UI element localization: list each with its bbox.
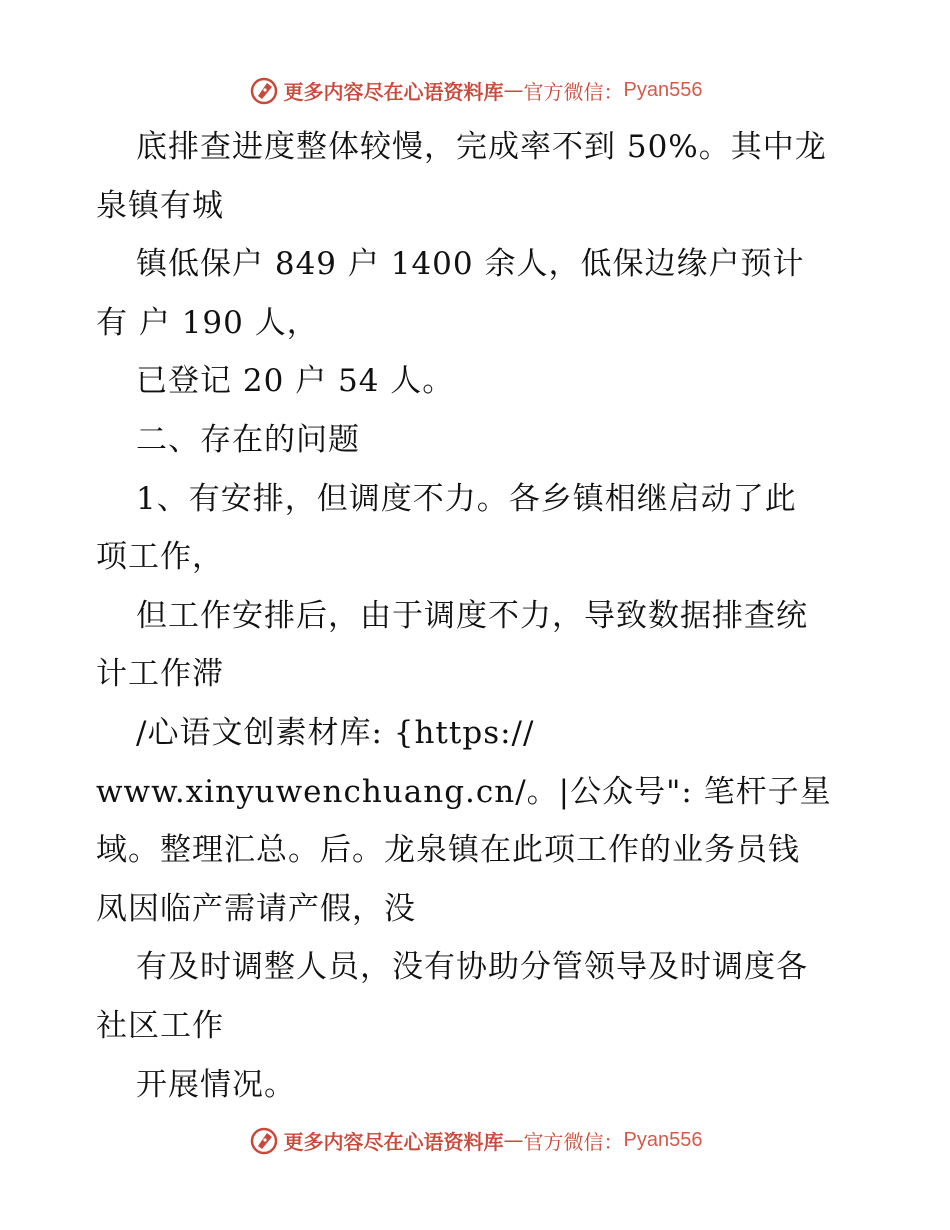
banner-text: 更多内容尽在心语资料库 bbox=[283, 79, 504, 104]
text-line: 域。整理汇总。后。龙泉镇在此项工作的业务员钱 bbox=[96, 832, 800, 869]
banner-separator: — bbox=[503, 78, 524, 102]
text-line: 泉镇有城 bbox=[96, 187, 224, 224]
text-line: www.xinyuwenchuang.cn/。|公众号": 笔杆子星 bbox=[96, 773, 832, 810]
banner-wechat-label: 官方微信： bbox=[523, 1129, 624, 1154]
text-line: 开展情况。 bbox=[136, 1066, 296, 1103]
text-line: 但工作安排后，由于调度不力，导致数据排查统 bbox=[136, 597, 808, 634]
banner-wechat-id: Pyan556 bbox=[623, 1128, 703, 1151]
text-line: 项工作， bbox=[96, 539, 224, 576]
banner-wechat-label: 官方微信： bbox=[523, 79, 624, 104]
pen-nib-logo-icon bbox=[248, 1124, 280, 1156]
banner-separator: — bbox=[503, 1128, 524, 1152]
text-line: 二、存在的问题 bbox=[136, 421, 360, 458]
header-banner bbox=[0, 70, 950, 110]
text-line: 社区工作 bbox=[96, 1007, 224, 1044]
footer-banner bbox=[0, 1120, 950, 1160]
pen-nib-logo-icon bbox=[248, 74, 280, 106]
document-body bbox=[96, 118, 856, 1114]
text-line: 有 户 190 人， bbox=[96, 304, 319, 341]
text-line: 已登记 20 户 54 人。 bbox=[136, 363, 455, 400]
text-line: 底排查进度整体较慢，完成率不到 50%。其中龙 bbox=[136, 129, 827, 165]
text-line: /心语文创素材库: {https:// bbox=[136, 714, 535, 751]
text-line: 有及时调整人员，没有协助分管领导及时调度各 bbox=[136, 949, 808, 986]
text-line: 凤因临产需请产假，没 bbox=[96, 890, 416, 927]
text-line: 1、有安排，但调度不力。各乡镇相继启动了此 bbox=[136, 480, 797, 517]
text-line: 计工作滞 bbox=[96, 656, 224, 693]
banner-wechat-id: Pyan556 bbox=[623, 78, 703, 101]
text-line: 镇低保户 849 户 1400 余人，低保边缘户预计 bbox=[136, 246, 805, 283]
banner-text: 更多内容尽在心语资料库 bbox=[283, 1129, 504, 1154]
